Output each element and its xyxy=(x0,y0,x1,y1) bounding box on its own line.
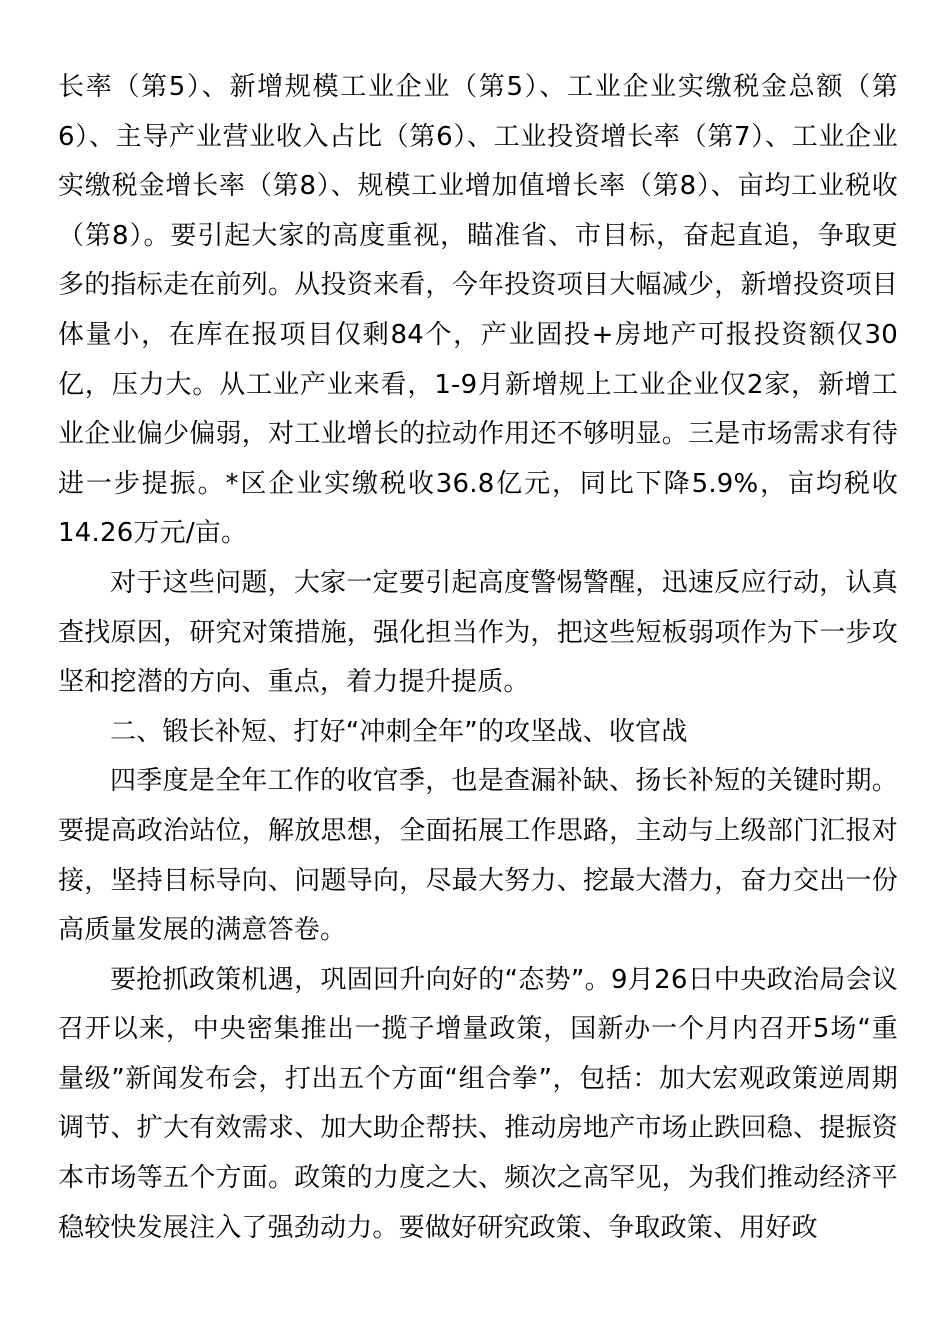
paragraph-indicators-continued: 长率（第5）、新增规模工业企业（第5）、工业企业实缴税金总额（第6）、主导产业营业收入占比（第6）、工业投资增长率（第7）、工业企业实缴税金增长率（第8）、规模工业增加值增长率（第8）、亩均工业税收（第8）。要引起大家的高度重视，瞄准省、市目标，奋起直追，争取更多的指标走在前列。从投资来看，今年投资项目大幅减少，新增投资项目体量小，在库在报项目仅剩84个，产业固投+房地产可报投资额仅30亿，压力大。从工业产业来看，1-9月新增规上工业企业仅2家，新增工业企业偏少偏弱，对工业增长的拉动作用还不够明显。三是市场需求有待进一步提振。*区企业实缴税收36.8亿元，同比下降5.9%，亩均税收14.26万元/亩。 xyxy=(58,72,898,549)
paragraph-policy-opportunity: 要抢抓政策机遇，巩固回升向好的“态势”。9月26日中央政治局会议召开以来，中央密集推出一揽子增量政策，国新办一个月内召开5场“重量级”新闻发布会，打出五个方面“组合拳”，包括：加大宏观政策逆周期调节、扩大有效需求、加大助企帮扶、推动房地产市场止跌回稳、提振资本市场等五个方面。政策的力度之大、频次之高罕见，为我们推动经济平稳较快发展注入了强劲动力。要做好研究政策、争取政策、用好政 xyxy=(58,964,898,1243)
paragraph-problems-response: 对于这些问题，大家一定要引起高度警惕警醒，迅速反应行动，认真查找原因，研究对策措施，强化担当作为，把这些短板弱项作为下一步攻坚和挖潜的方向、重点，着力提升提质。 xyxy=(58,567,898,698)
document-body xyxy=(58,63,898,1253)
paragraph-fourth-quarter: 四季度是全年工作的收官季，也是查漏补缺、扬长补短的关键时期。要提高政治站位，解放思想，全面拓展工作思路，主动与上级部门汇报对接，坚持目标导向、问题导向，尽最大努力、挖最大潜力，奋力交出一份高质量发展的满意答卷。 xyxy=(58,766,898,946)
section-heading-2: 二、锻长补短、打好“冲刺全年”的攻坚战、收官战 xyxy=(110,716,688,747)
